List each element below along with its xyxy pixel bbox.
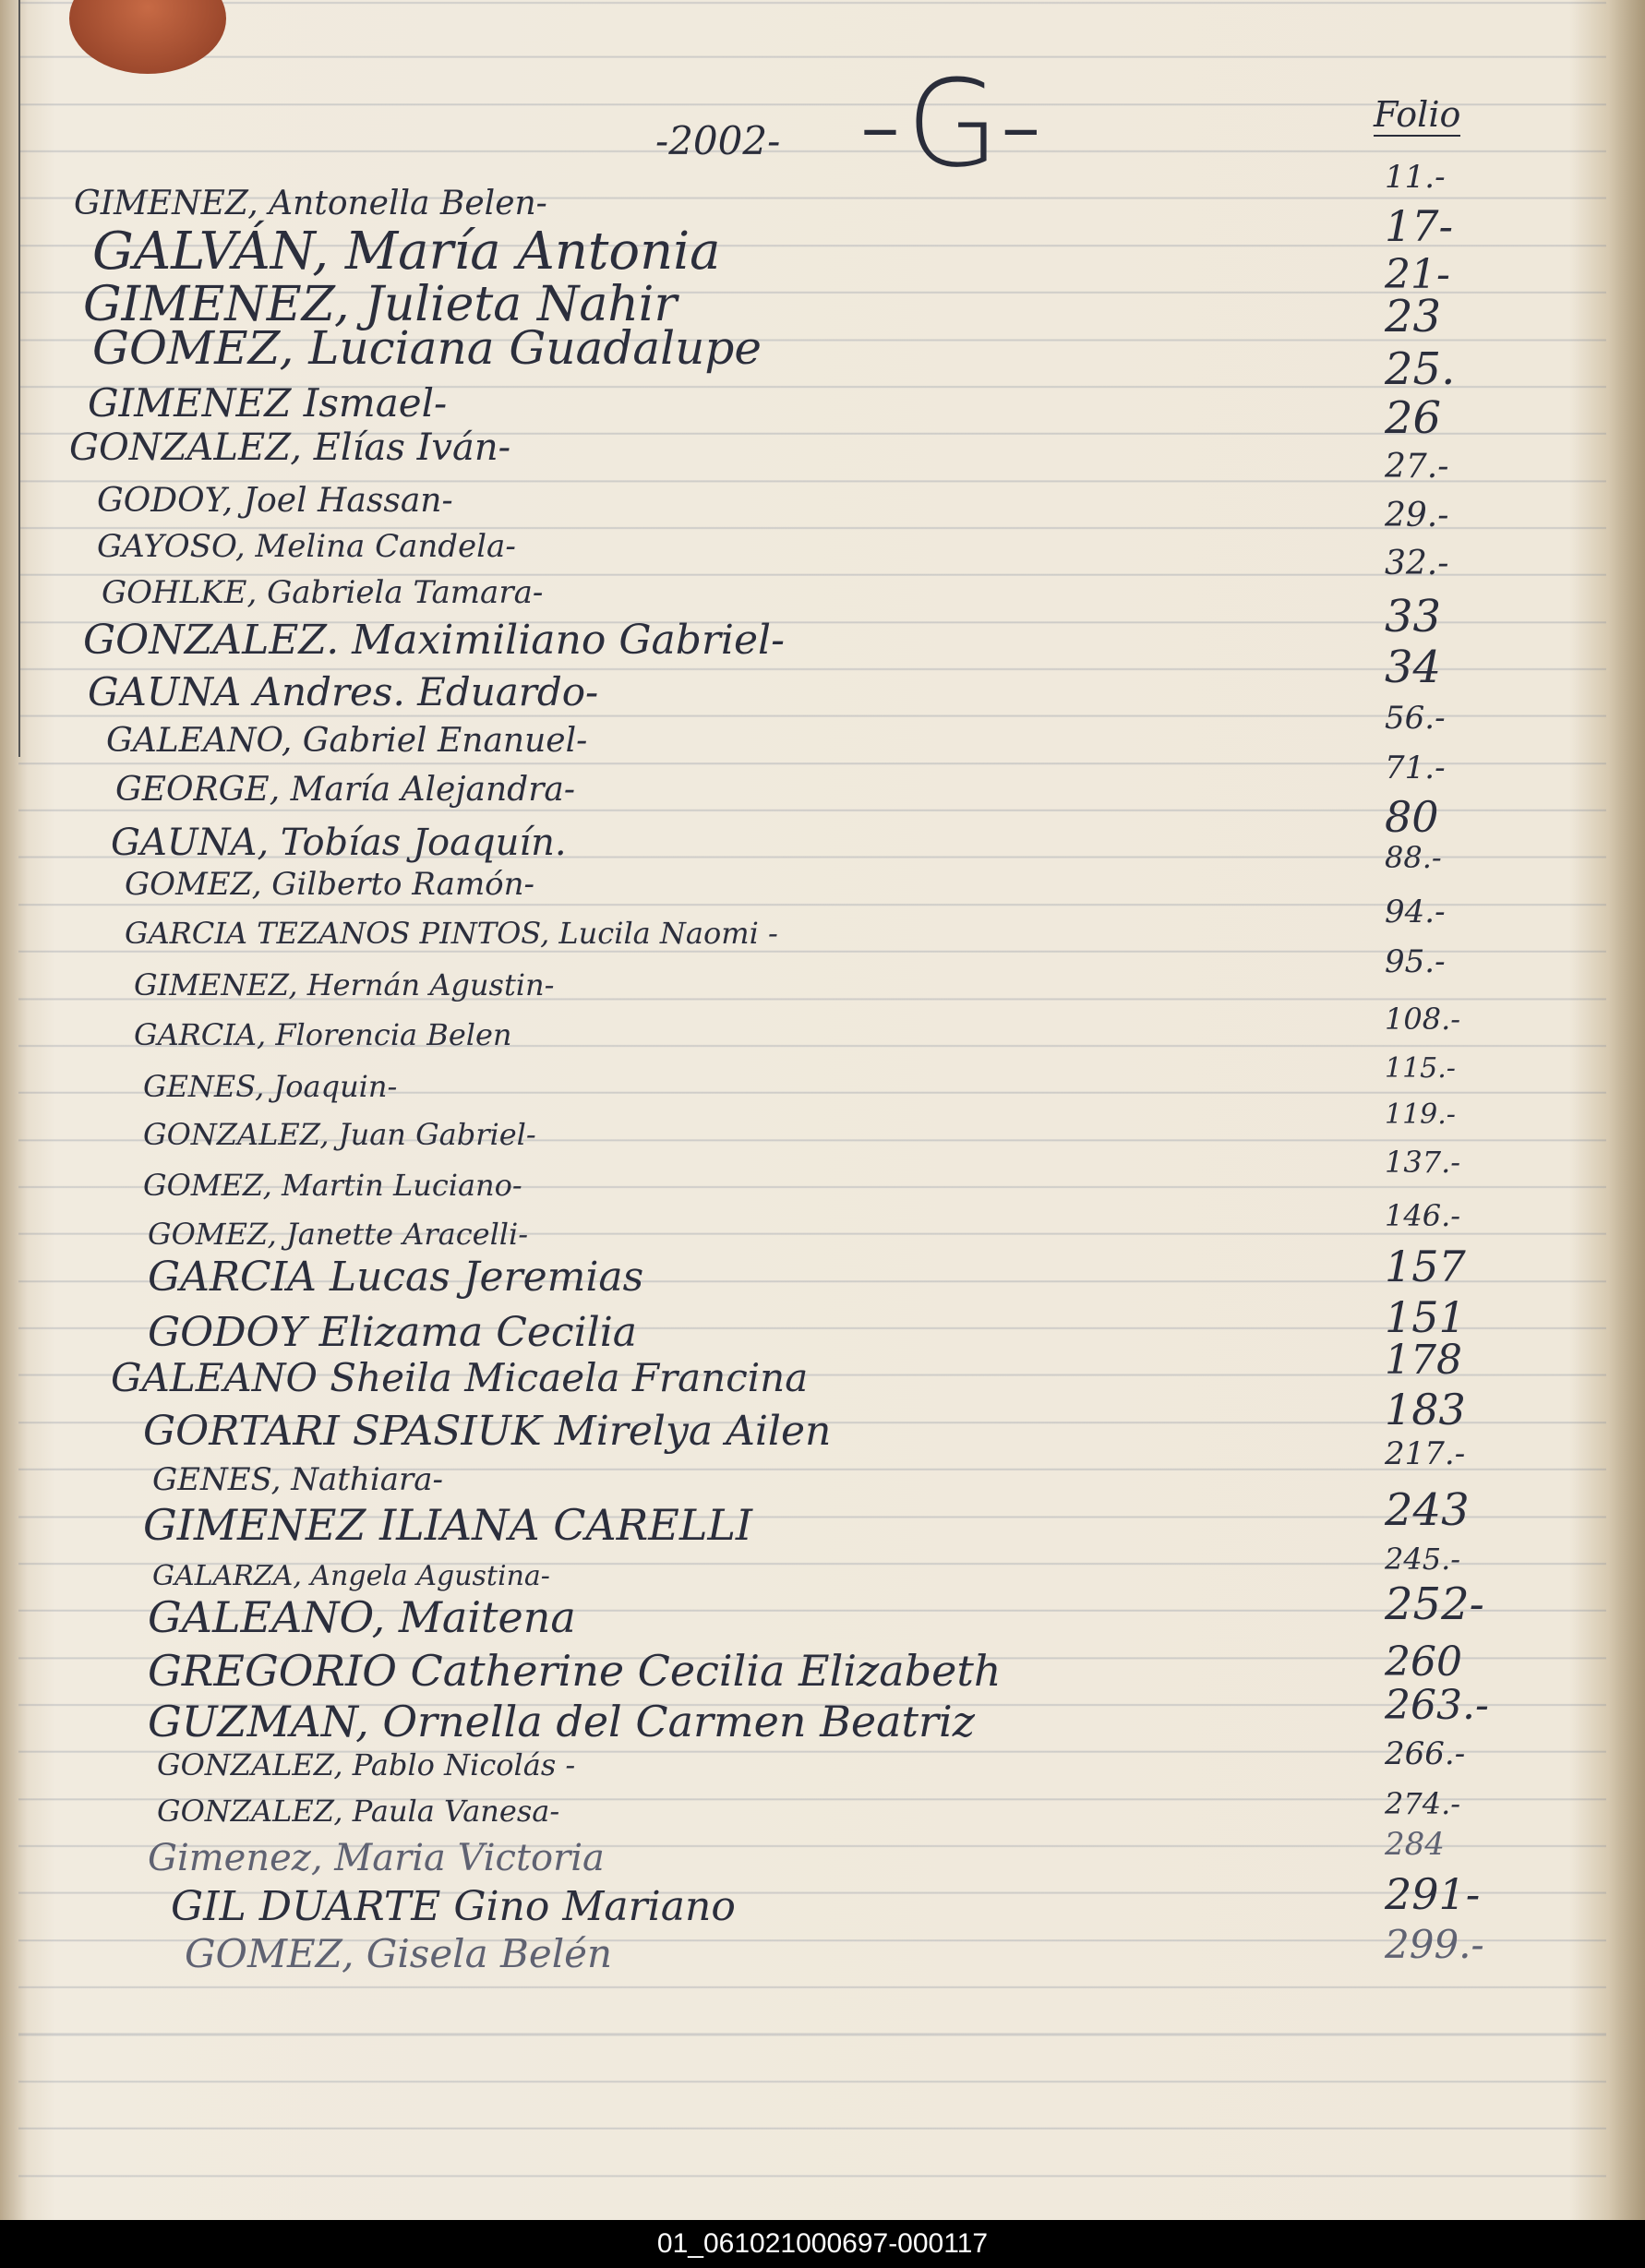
- thumb-at-corner: [69, 0, 226, 74]
- entry-folio: 263.-: [1385, 1682, 1489, 1729]
- entry-folio: 274.-: [1385, 1786, 1461, 1821]
- entry-name: GOMEZ, Gisela Belén: [185, 1931, 613, 1976]
- entry-name: GONZALEZ, Juan Gabriel-: [143, 1117, 536, 1152]
- entry-name: GEORGE, María Alejandra-: [115, 771, 576, 809]
- entry-folio: 178: [1385, 1337, 1462, 1384]
- entry-folio: 34: [1385, 642, 1442, 693]
- entry-name: GENES, Nathiara-: [152, 1461, 443, 1498]
- entry-name: GARCIA TEZANOS PINTOS, Lucila Naomi -: [125, 916, 778, 951]
- entry-folio: 11.-: [1385, 159, 1446, 196]
- entry-folio: 157: [1385, 1242, 1466, 1291]
- entry-name: GAUNA, Tobías Joaquín.: [111, 822, 567, 864]
- entry-folio: 260: [1385, 1638, 1462, 1686]
- entry-name: GORTARI SPASIUK Mirelya Ailen: [143, 1408, 832, 1455]
- entry-folio: 80: [1385, 792, 1439, 842]
- ledger-year: -2002-: [655, 118, 781, 163]
- entry-name: GOMEZ, Luciana Guadalupe: [92, 321, 762, 375]
- entry-folio: 33: [1385, 591, 1442, 642]
- entry-name: GALARZA, Angela Agustina-: [152, 1560, 550, 1592]
- entry-folio: 108.-: [1385, 1002, 1461, 1037]
- entry-name: GAYOSO, Melina Candela-: [97, 528, 516, 565]
- entry-name: GODOY Elizama Cecilia: [148, 1309, 638, 1356]
- entry-folio: 151: [1385, 1292, 1466, 1342]
- entry-folio: 29.-: [1385, 497, 1449, 534]
- entry-folio: 291-: [1385, 1869, 1481, 1919]
- entry-folio: 25.: [1385, 343, 1456, 395]
- entry-folio: 115.-: [1385, 1052, 1456, 1085]
- entry-folio: 27.-: [1385, 448, 1449, 486]
- entry-name: GOMEZ, Janette Aracelli-: [148, 1217, 529, 1252]
- entry-folio: 71.-: [1385, 750, 1446, 786]
- entry-name: GREGORIO Catherine Cecilia Elizabeth: [148, 1646, 1002, 1696]
- entry-folio: 95.-: [1385, 943, 1446, 980]
- entry-name: GOMEZ, Gilberto Ramón-: [125, 866, 535, 903]
- entry-folio: 88.-: [1385, 840, 1442, 875]
- lined-ledger-page: [18, 0, 1606, 2220]
- entry-folio: 23: [1385, 291, 1442, 342]
- entry-name: GAUNA Andres. Eduardo-: [88, 669, 599, 714]
- entry-name: GARCIA, Florencia Belen: [134, 1017, 512, 1052]
- entry-name: GIL DUARTE Gino Mariano: [171, 1883, 736, 1930]
- entry-folio: 32.-: [1385, 545, 1449, 582]
- entry-name: GODOY, Joel Hassan-: [97, 482, 453, 520]
- index-letter: -G-: [859, 54, 1043, 194]
- entry-folio: 284: [1385, 1826, 1445, 1863]
- entry-name: GALEANO Sheila Micaela Francina: [111, 1355, 809, 1400]
- entry-folio: 243: [1385, 1484, 1470, 1536]
- entry-folio: 17-: [1385, 201, 1454, 251]
- entry-folio: 252-: [1385, 1578, 1484, 1630]
- entry-name: GIMENEZ, Antonella Belen-: [74, 185, 547, 222]
- entry-folio: 21-: [1385, 251, 1450, 298]
- entry-folio: 94.-: [1385, 894, 1446, 930]
- entry-name: GONZALEZ, Elías Iván-: [69, 426, 511, 469]
- entry-folio: 119.-: [1385, 1098, 1456, 1131]
- page-edge-shadow: [1608, 0, 1645, 2220]
- entry-folio: 299.-: [1385, 1922, 1484, 1967]
- entry-name: GOMEZ, Martin Luciano-: [143, 1168, 522, 1203]
- entry-folio: 183: [1385, 1385, 1466, 1434]
- entry-folio: 137.-: [1385, 1145, 1461, 1180]
- entry-name: Gimenez, Maria Victoria: [148, 1837, 605, 1879]
- entry-name: GIMENEZ, Julieta Nahir: [83, 277, 678, 332]
- entry-name: GONZALEZ, Pablo Nicolás -: [157, 1747, 576, 1782]
- entry-folio: 245.-: [1385, 1542, 1461, 1577]
- entry-folio: 26: [1385, 392, 1442, 444]
- image-id-caption: 01_061021000697-000117: [0, 2220, 1645, 2268]
- entry-name: GARCIA Lucas Jeremias: [148, 1254, 644, 1301]
- entry-name: GALEANO, Maitena: [148, 1592, 576, 1642]
- entry-folio: 56.-: [1385, 700, 1446, 737]
- entry-folio: 146.-: [1385, 1198, 1461, 1233]
- entry-name: GUZMAN, Ornella del Carmen Beatriz: [148, 1697, 975, 1746]
- entry-name: GENES, Joaquin-: [143, 1069, 398, 1104]
- entry-name: GOHLKE, Gabriela Tamara-: [102, 574, 544, 611]
- entry-name: GIMENEZ Ismael-: [88, 380, 448, 426]
- entry-name: GIMENEZ ILIANA CARELLI: [143, 1500, 753, 1550]
- entry-name: GONZALEZ. Maximiliano Gabriel-: [83, 617, 785, 664]
- entry-name: GIMENEZ, Hernán Agustin-: [134, 967, 555, 1002]
- entry-name: GALVÁN, María Antonia: [92, 222, 721, 282]
- folio-column-header: Folio: [1374, 94, 1461, 135]
- entry-name: GALEANO, Gabriel Enanuel-: [106, 722, 588, 760]
- entry-folio: 217.-: [1385, 1435, 1466, 1472]
- entry-folio: 266.-: [1385, 1735, 1466, 1772]
- entry-name: GONZALEZ, Paula Vanesa-: [157, 1794, 560, 1829]
